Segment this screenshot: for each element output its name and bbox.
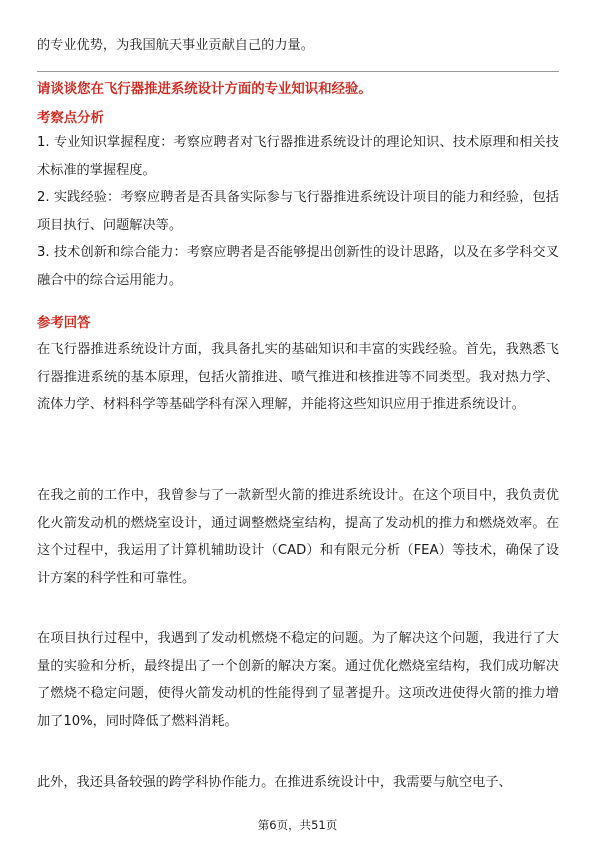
analysis-point: 2. 实践经验：考察应聘者是否具备实际参与飞行器推进系统设计项目的能力和经验，包括项目执行、问题解决等。 xyxy=(37,190,559,233)
answer-paragraph-1 xyxy=(37,336,559,419)
page-number: 第6页，共51页 xyxy=(257,818,338,832)
answer-heading: 参考回答 xyxy=(37,316,91,331)
analysis-section xyxy=(37,109,559,129)
answer-paragraph-2 xyxy=(37,482,559,592)
answer-paragraph: 在项目执行过程中，我遇到了发动机燃烧不稳定的问题。为了解决这个问题，我进行了大量的实验和分析，最终提出了一个创新的解决方案。通过优化燃烧室结构，我们成功解决了燃烧不稳定问题，使得火箭发动机的性能得到了显著提升。这项改进使得火箭的推力增加了10%，同时降低了燃料消耗。 xyxy=(37,631,559,729)
analysis-point: 1. 专业知识掌握程度：考察应聘者对飞行器推进系统设计的理论知识、技术原理和相关技术标准的掌握程度。 xyxy=(37,135,559,178)
answer-section xyxy=(37,314,559,334)
answer-paragraph-3 xyxy=(37,625,559,735)
answer-paragraph: 此外，我还具备较强的跨学科协作能力。在推进系统设计中，我需要与航空电子、 xyxy=(37,775,512,790)
question-block xyxy=(37,80,559,100)
analysis-point: 3. 技术创新和综合能力：考察应聘者是否能够提出创新性的设计思路，以及在多学科交叉融合中的综合运用能力。 xyxy=(37,245,559,288)
question-title: 请谈谈您在飞行器推进系统设计方面的专业知识和经验。 xyxy=(37,82,372,97)
answer-paragraph: 在我之前的工作中，我曾参与了一款新型火箭的推进系统设计。在这个项目中，我负责优化火箭发动机的燃烧室设计，通过调整燃烧室结构，提高了发动机的推力和燃烧效率。在这个过程中，我运用了计算机辅助设计（CAD）和有限元分析（FEA）等技术，确保了设计方案的科学性和可靠性。 xyxy=(37,488,559,586)
analysis-heading: 考察点分析 xyxy=(37,111,104,126)
answer-paragraph: 在飞行器推进系统设计方面，我具备扎实的基础知识和丰富的实践经验。首先，我熟悉飞行器推进系统的基本原理，包括火箭推进、喷气推进和核推进等不同类型。我对热力学、流体力学、材料科学等基础学科有深入理解，并能将这些知识应用于推进系统设计。 xyxy=(37,342,559,412)
previous-answer-text: 的专业优势，为我国航天事业贡献自己的力量。 xyxy=(37,38,314,53)
analysis-points xyxy=(37,129,559,294)
previous-answer-tail xyxy=(37,32,559,60)
answer-paragraph-4 xyxy=(37,769,559,797)
section-divider xyxy=(37,71,559,72)
